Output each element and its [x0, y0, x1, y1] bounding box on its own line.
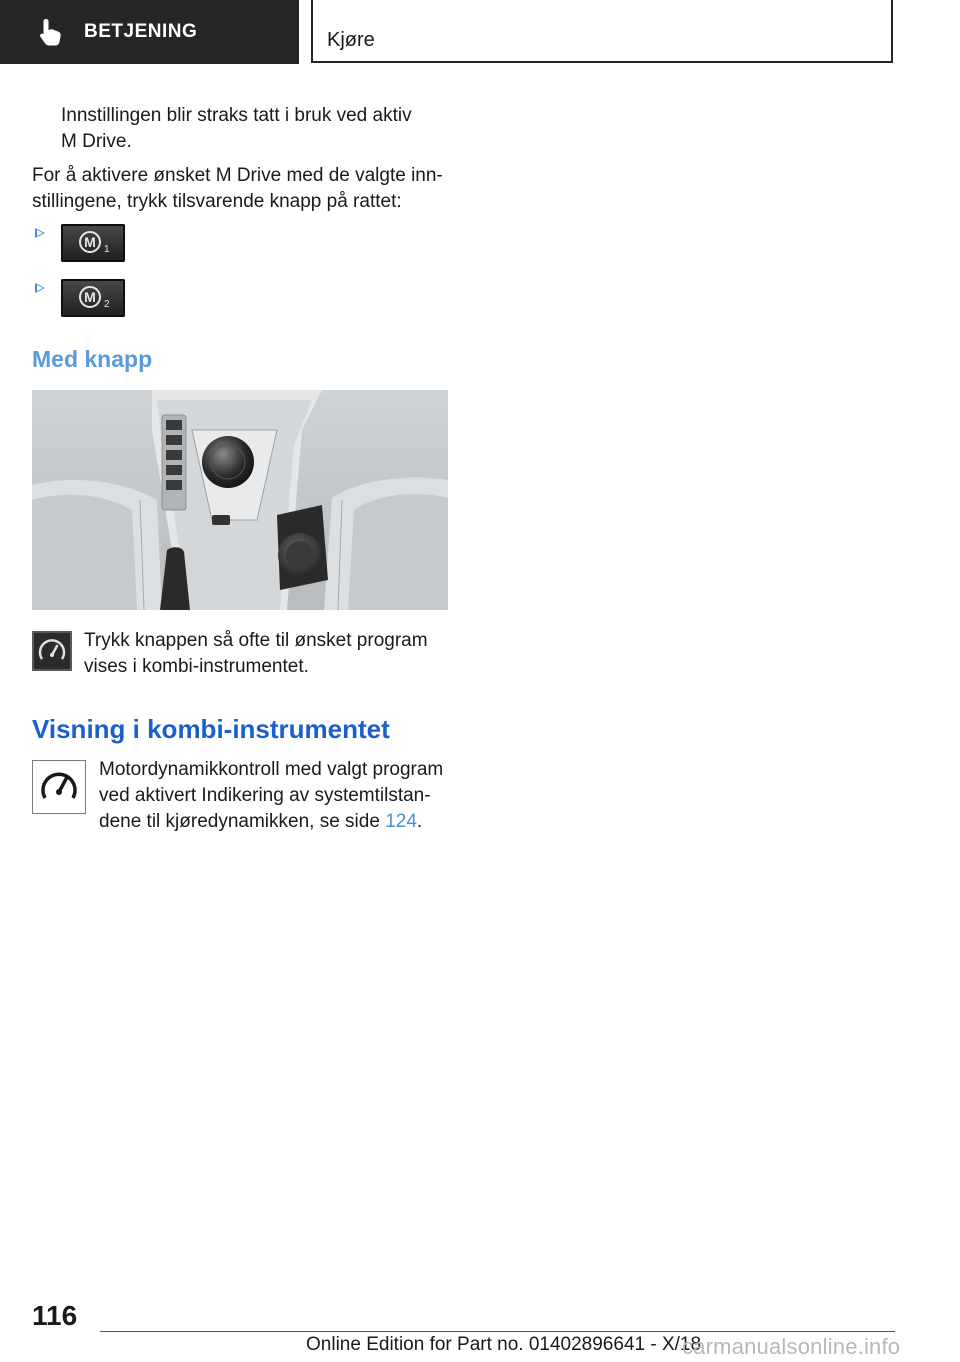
- svg-text:M: M: [84, 289, 96, 305]
- page-reference-link[interactable]: 124: [385, 811, 417, 832]
- center-console-photo: [32, 390, 448, 610]
- m2-digit: 2: [104, 299, 110, 310]
- footer-divider: [100, 1331, 895, 1332]
- speedometer-button-icon: [32, 631, 72, 671]
- m1-digit: 1: [104, 244, 110, 255]
- section2-text-line-1: Motordynamikkontroll med valgt program: [99, 759, 444, 780]
- paragraph-line-1: For å aktivere ønsket M Drive med de valgte inn-: [32, 165, 443, 186]
- section1-text-line-1: Trykk knappen så ofte til ønsket program: [84, 630, 428, 651]
- bullet-arrow-icon: [35, 283, 45, 293]
- chapter-label: Kjøre: [327, 29, 375, 51]
- section2-text-line-3: [99, 809, 422, 835]
- speedometer-indicator-icon: [32, 760, 86, 814]
- section-heading-med-knapp: Med knapp: [32, 346, 153, 372]
- indented-note-line-2: M Drive.: [61, 131, 132, 152]
- bullet-arrow-icon: [35, 228, 45, 238]
- svg-text:M: M: [84, 234, 96, 250]
- watermark: carmanualsonline.info: [682, 1334, 901, 1359]
- section2-text-line-3-prefix: dene til kjøredynamikken, se side: [99, 811, 386, 832]
- section2-text-line-2: ved aktivert Indikering av systemtilstan-: [99, 785, 431, 806]
- section-label: BETJENING: [84, 21, 198, 42]
- section-tab: [0, 0, 299, 64]
- page-number: 116: [32, 1300, 78, 1331]
- edition-text: Online Edition for Part no. 01402896641 - X/18: [306, 1334, 702, 1355]
- indented-note-line-1: Innstillingen blir straks tatt i bruk ved aktiv: [61, 105, 412, 126]
- section1-text-line-2: vises i kombi-instrumentet.: [84, 656, 309, 677]
- hand-pointer-icon: [38, 17, 64, 47]
- section-heading-visning: Visning i kombi-instrumentet: [32, 714, 390, 744]
- section2-text-line-3-suffix: .: [416, 811, 423, 832]
- paragraph-line-2: stillingene, trykk tilsvarende knapp på rattet:: [32, 191, 402, 212]
- m2-button-icon: [61, 279, 125, 317]
- m1-button-icon: [61, 224, 125, 262]
- chapter-header: [311, 0, 893, 63]
